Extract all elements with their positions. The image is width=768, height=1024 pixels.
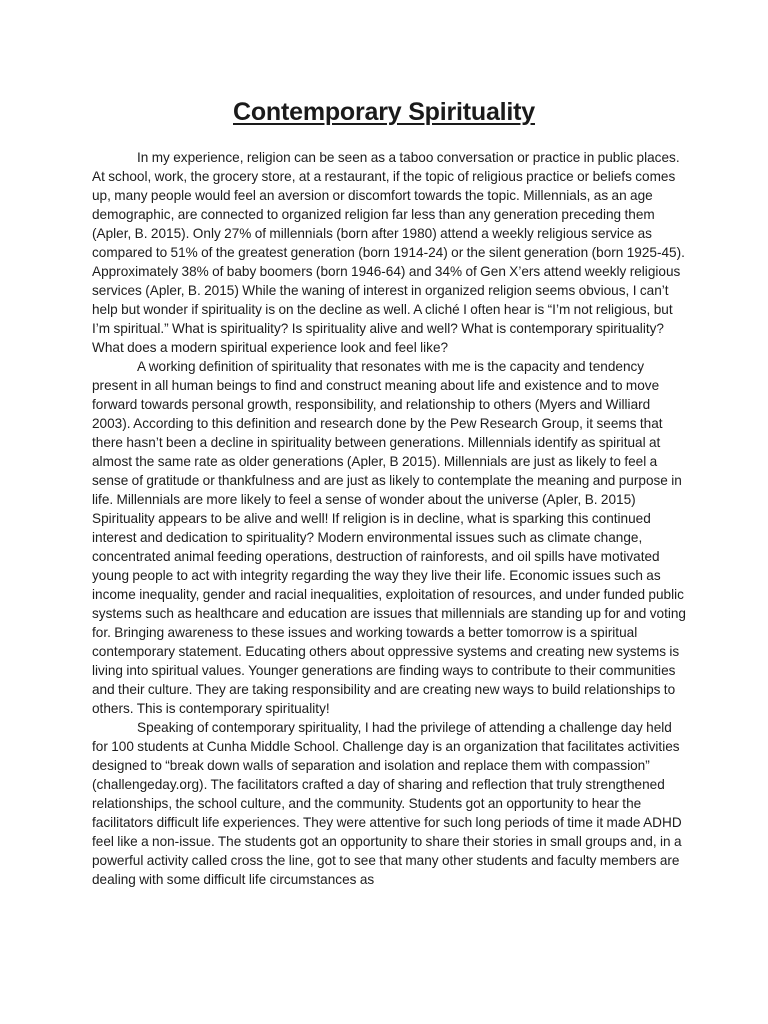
document-body	[92, 148, 690, 889]
paragraph-2: A working definition of spirituality that resonates with me is the capacity and tendency present in all human beings to find and construct meaning about life and existence and to move forward towards personal growth, responsibility, and relationship to others (Myers and Williard 2003). According to this definition and research done by the Pew Research Group, it seems that there hasn’t been a decline in spirituality between generations. Millennials identify as spiritual at almost the same rate as older generations (Apler, B 2015). Millennials are just as likely to feel a sense of gratitude or thankfulness and are just as likely to contemplate the meaning and purpose in life. Millennials are more likely to feel a sense of wonder about the universe (Apler, B. 2015) Spirituality appears to be alive and well! If religion is in decline, what is sparking this continued interest and dedication to spirituality? Modern environmental issues such as climate change, concentrated animal feeding operations, destruction of rainforests, and oil spills have motivated young people to act with integrity regarding the way they live their life. Economic issues such as income inequality, gender and racial inequalities, exploitation of resources, and under funded public systems such as healthcare and education are issues that millennials are standing up for and voting for. Bringing awareness to these issues and working towards a better tomorrow is a spiritual contemporary statement. Educating others about oppressive systems and creating new systems is living into spiritual values. Younger generations are finding ways to contribute to their communities and their culture. They are taking responsibility and are creating new ways to build relationships to others. This is contemporary spirituality!	[92, 359, 686, 716]
document-title-text: Contemporary Spirituality	[233, 98, 535, 126]
paragraph-3: Speaking of contemporary spirituality, I had the privilege of attending a challenge day held for 100 students at Cunha Middle School. Challenge day is an organization that facilitates activities designed to “break down walls of separation and isolation and replace them with compassion” (challengeday.org). The facilitators crafted a day of sharing and reflection that truly strengthened relationships, the school culture, and the community. Students got an opportunity to hear the facilitators difficult life experiences. They were attentive for such long periods of time it made ADHD feel like a non-issue. The students got an opportunity to share their stories in small groups and, in a powerful activity called cross the line, got to see that many other students and faculty members are dealing with some difficult life circumstances as	[92, 720, 682, 887]
document-title	[0, 96, 768, 128]
paragraph-1: In my experience, religion can be seen as a taboo conversation or practice in public places. At school, work, the grocery store, at a restaurant, if the topic of religious practice or beliefs comes up, many people would feel an aversion or discomfort towards the topic. Millennials, as an age demographic, are connected to organized religion far less than any generation preceding them (Apler, B. 2015). Only 27% of millennials (born after 1980) attend a weekly religious service as compared to 51% of the greatest generation (born 1914-24) or the silent generation (born 1925-45). Approximately 38% of baby boomers (born 1946-64) and 34% of Gen X’ers attend weekly religious services (Apler, B. 2015) While the waning of interest in organized religion seems obvious, I can’t help but wonder if spirituality is on the decline as well. A cliché I often hear is “I’m not religious, but I’m spiritual.” What is spirituality? Is spirituality alive and well? What is contemporary spirituality? What does a modern spiritual experience look and feel like?	[92, 150, 685, 355]
